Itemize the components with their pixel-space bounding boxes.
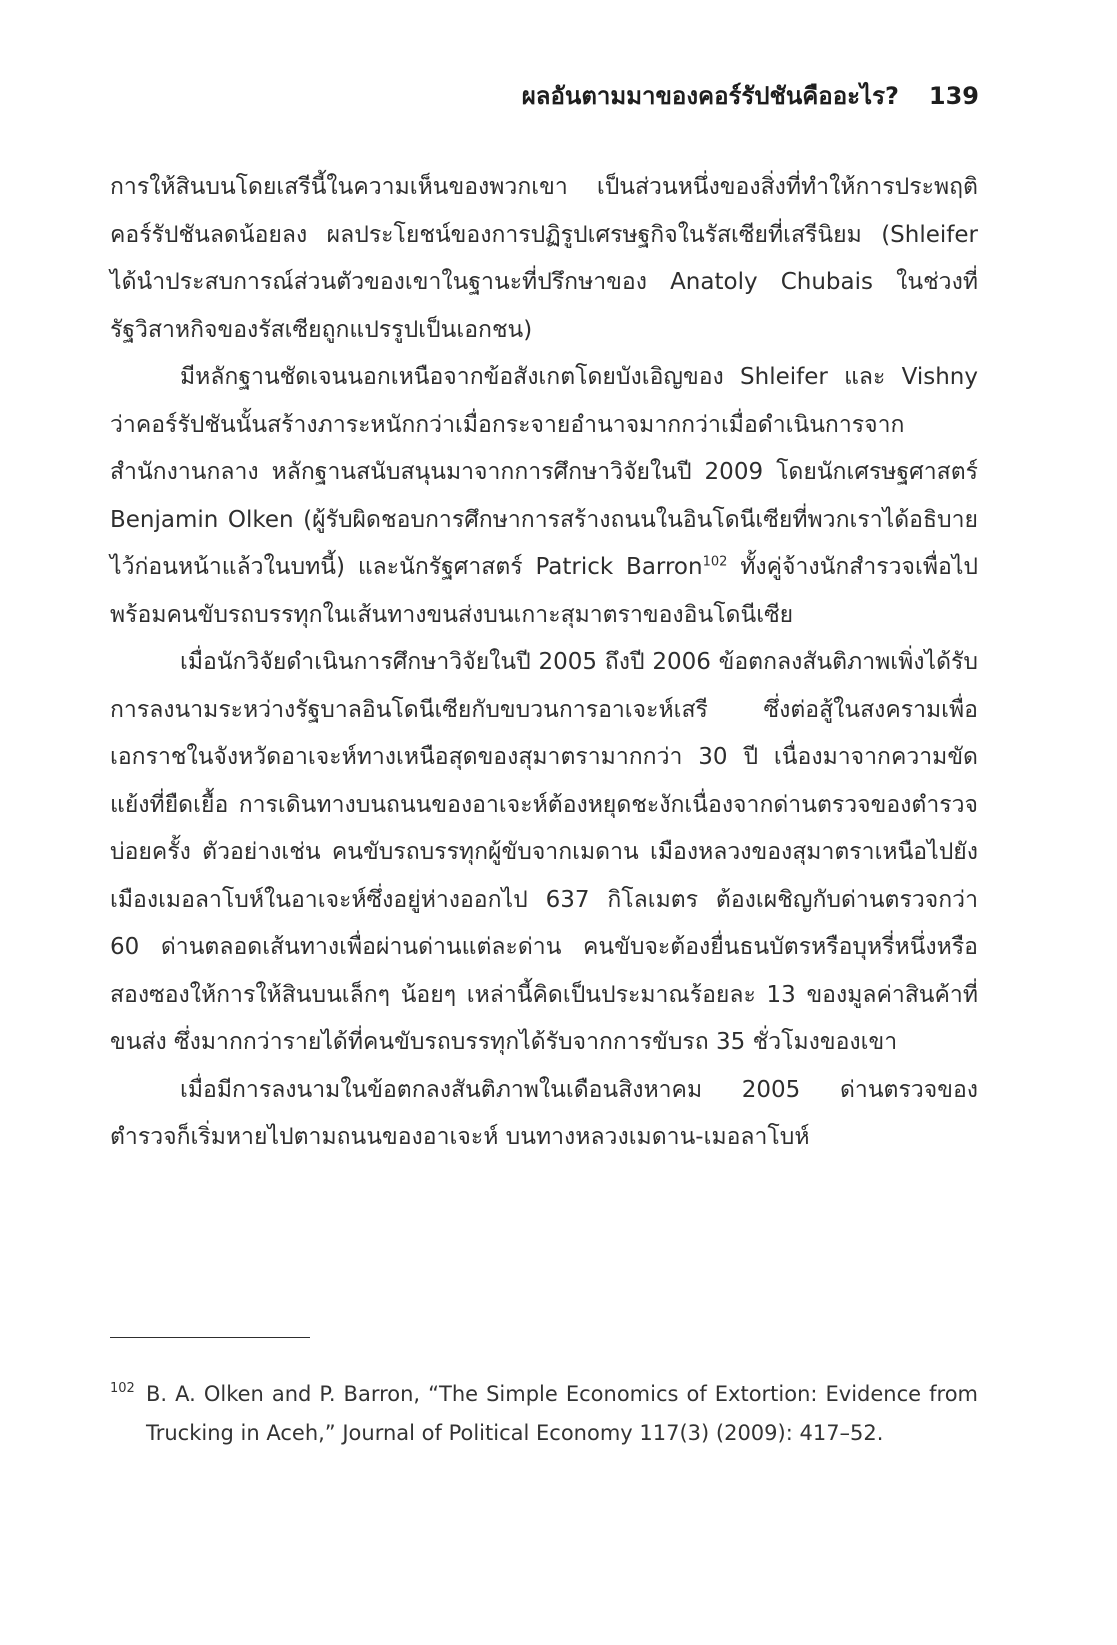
footnote [110, 1375, 978, 1453]
body-text [110, 164, 978, 1162]
footnote-reference: 102 [702, 554, 728, 570]
paragraph-2-text-cont: ทั้งคู่จ้างนักสำรวจเพื่อไปพร้อมคนขับรถบรรทุกในเส้นทางขนส่งบนเกาะสุมาตราของอินโดนีเซีย [110, 554, 979, 628]
chapter-title: ผลอันตามมาของคอร์รัปชันคืออะไร? [521, 82, 899, 110]
footnote-text: B. A. Olken and P. Barron, “The Simple Economics of Extortion: Evidence from Trucking in Aceh,” Journal of Political Economy 117(3) (2009): 417–52. [146, 1382, 978, 1445]
paragraph-3: เมื่อนักวิจัยดำเนินการศึกษาวิจัยในปี 2005 ถึงปี 2006 ข้อตกลงสันติภาพเพิ่งได้รับการลงนามระหว่างรัฐบาลอินโดนีเซียกับขบวนการอาเจะห์เสรี ซึ่งต่อสู้ในสงครามเพื่อเอกราชในจังหวัดอาเจะห์ทางเหนือสุดของสุมาตรามากกว่า 30 ปี เนื่องมาจากความขัดแย้งที่ยืดเยื้อ การเดินทางบนถนนของอาเจะห์ต้องหยุดชะงักเนื่องจากด่านตรวจของตำรวจบ่อยครั้ง ตัวอย่างเช่น คนขับรถบรรทุกผู้ขับจากเมดาน เมืองหลวงของสุมาตราเหนือไปยังเมืองเมอลาโบห์ในอาเจะห์ซึ่งอยู่ห่างออกไป 637 กิโลเมตร ต้องเผชิญกับด่านตรวจกว่า 60 ด่านตลอดเส้นทางเพื่อผ่านด่านแต่ละด่าน คนขับจะต้องยื่นธนบัตรหรือบุหรี่หนึ่งหรือสองซองให้การให้สินบนเล็กๆ น้อยๆ เหล่านี้คิดเป็นประมาณร้อยละ 13 ของมูลค่าสินค้าที่ขนส่ง ซึ่งมากกว่ารายได้ที่คนขับรถบรรทุกได้รับจากการขับรถ 35 ชั่วโมงของเขา [110, 649, 978, 1055]
footnote-divider [110, 1337, 310, 1338]
page-number: 139 [928, 82, 979, 110]
running-head [522, 76, 979, 115]
paragraph-2 [110, 354, 978, 639]
paragraph-4: เมื่อมีการลงนามในข้อตกลงสันติภาพในเดือนสิงหาคม 2005 ด่านตรวจของตำรวจก็เริ่มหายไปตามถนนของอาเจะห์ บนทางหลวงเมดาน-เมอลาโบห์ [110, 1076, 978, 1150]
footnote-number: 102 [110, 1381, 135, 1396]
paragraph-2-text: มีหลักฐานชัดเจนนอกเหนือจากข้อสังเกตโดยบังเอิญของ Shleifer และ Vishny ว่าคอร์รัปชันนั้นสร้างภาระหนักกว่าเมื่อกระจายอำนาจมากกว่าเมื่อดำเนินการจากสำนักงานกลาง หลักฐานสนับสนุนมาจากการศึกษาวิจัยในปี 2009 โดยนักเศรษฐศาสตร์ Benjamin Olken (ผู้รับผิดชอบการศึกษาการสร้างถนนในอินโดนีเซียที่พวกเราได้อธิบายไว้ก่อนหน้าแล้วในบทนี้) และนักรัฐศาสตร์ Patrick Barron [110, 364, 978, 580]
paragraph-1: การให้สินบนโดยเสรีนี้ในความเห็นของพวกเขา เป็นส่วนหนึ่งของสิ่งที่ทำให้การประพฤติคอร์รัปชันลดน้อยลง ผลประโยชน์ของการปฏิรูปเศรษฐกิจในรัสเซียที่เสรีนิยม (Shleifer ได้นำประสบการณ์ส่วนตัวของเขาในฐานะที่ปรึกษาของ Anatoly Chubais ในช่วงที่รัฐวิสาหกิจของรัสเซียถูกแปรรูปเป็นเอกชน) [110, 174, 978, 343]
